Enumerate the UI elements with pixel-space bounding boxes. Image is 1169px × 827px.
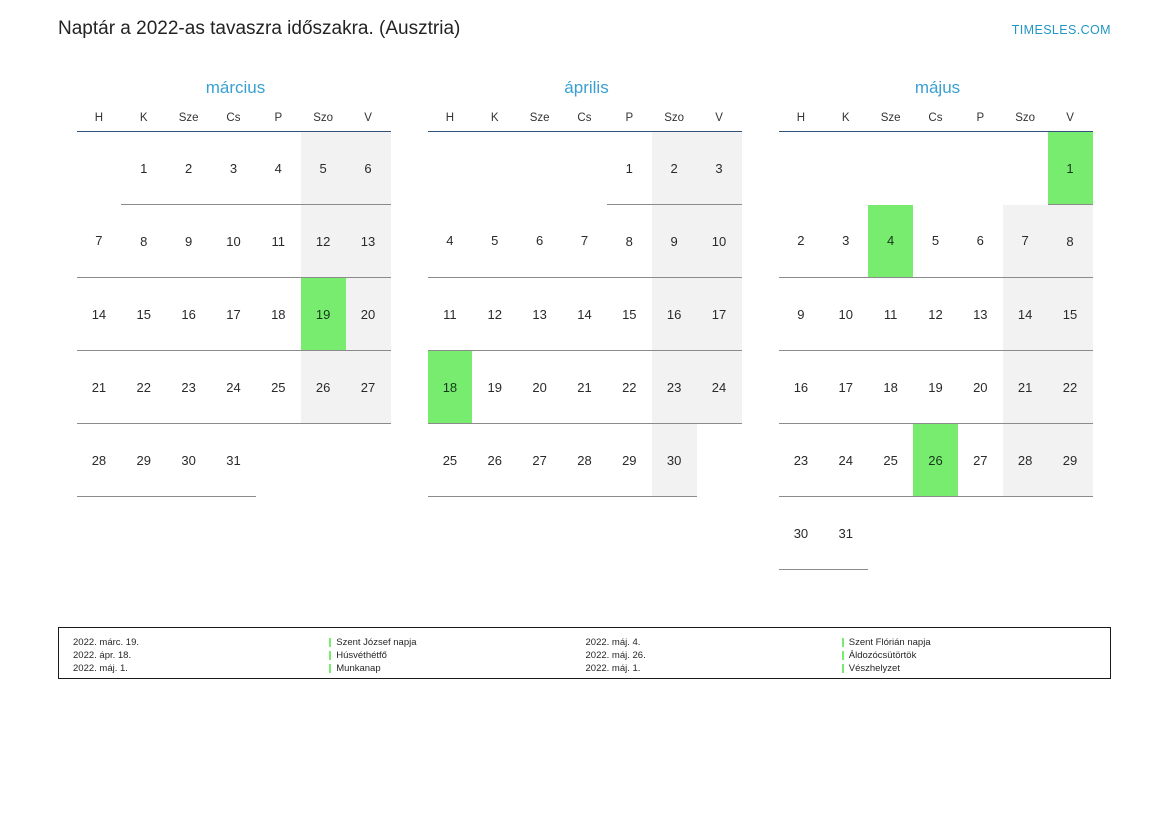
- day-number: 29: [622, 452, 637, 468]
- day-number: 7: [95, 233, 103, 249]
- weekday-header: P: [958, 112, 1003, 132]
- legend-row: [842, 636, 1098, 649]
- holiday-color-swatch-icon: [329, 638, 331, 647]
- day-number: 26: [487, 452, 502, 468]
- weekday-header: Sze: [868, 112, 913, 132]
- empty-day-cell: [697, 424, 742, 497]
- calendar-months: [58, 78, 1111, 570]
- day-cell[interactable]: [958, 424, 1003, 497]
- day-number: 17: [711, 306, 727, 322]
- day-cell[interactable]: [428, 278, 473, 351]
- day-number: 23: [666, 379, 682, 395]
- weekday-header: H: [428, 112, 473, 132]
- day-number: 2: [184, 160, 193, 176]
- day-cell[interactable]: [121, 424, 166, 497]
- day-cell[interactable]: [1003, 351, 1048, 424]
- weekday-header: V: [346, 112, 391, 132]
- day-number: 24: [226, 379, 241, 395]
- day-number: 16: [181, 306, 196, 322]
- day-number: 1: [1066, 160, 1074, 176]
- legend-row: [329, 636, 585, 649]
- day-cell[interactable]: [211, 424, 256, 497]
- day-cell[interactable]: [166, 351, 211, 424]
- day-number: 5: [931, 233, 940, 249]
- week-row: [77, 351, 391, 424]
- day-number: 18: [271, 306, 286, 322]
- day-cell[interactable]: [652, 132, 697, 205]
- week-row: [77, 278, 391, 351]
- day-cell[interactable]: [868, 278, 913, 351]
- day-cell[interactable]: [256, 278, 301, 351]
- day-cell[interactable]: [913, 278, 958, 351]
- empty-day-cell: [958, 132, 1003, 205]
- day-cell[interactable]: [346, 278, 391, 351]
- weekday-header: Szo: [652, 112, 697, 132]
- day-number: 15: [136, 306, 151, 322]
- month-table: [428, 112, 742, 497]
- day-number: 10: [711, 233, 727, 249]
- legend-date: 2022. máj. 1.: [585, 663, 641, 674]
- day-cell[interactable]: [1003, 205, 1048, 278]
- day-cell[interactable]: [472, 205, 517, 278]
- day-cell[interactable]: [517, 424, 562, 497]
- day-cell[interactable]: [211, 132, 256, 205]
- empty-day-cell: [779, 132, 824, 205]
- day-number: 5: [319, 160, 327, 176]
- day-number: 21: [91, 379, 107, 395]
- week-row: [428, 205, 742, 278]
- day-number: 18: [883, 379, 898, 395]
- legend-row: [586, 662, 834, 675]
- day-cell[interactable]: [517, 205, 562, 278]
- day-number: 31: [838, 525, 853, 541]
- day-cell[interactable]: [868, 424, 913, 497]
- day-cell[interactable]: [868, 351, 913, 424]
- weekday-header: Cs: [913, 112, 958, 132]
- day-number: 8: [140, 233, 148, 249]
- legend-row: [586, 636, 834, 649]
- day-cell[interactable]: [697, 351, 742, 424]
- day-number: 13: [360, 233, 376, 249]
- day-cell[interactable]: [607, 278, 652, 351]
- day-cell[interactable]: [256, 132, 301, 205]
- day-number: 29: [136, 452, 151, 468]
- month-block: [409, 78, 760, 570]
- day-number: 10: [226, 233, 241, 249]
- page-header: [0, 18, 1169, 52]
- weekday-header: Sze: [166, 112, 211, 132]
- day-cell[interactable]: [77, 424, 122, 497]
- day-number: 11: [443, 306, 457, 322]
- day-number: 12: [487, 306, 502, 322]
- day-cell[interactable]: [652, 278, 697, 351]
- legend-row: [842, 649, 1098, 662]
- week-row: [779, 497, 1093, 570]
- day-number: 25: [883, 452, 898, 468]
- day-cell[interactable]: [121, 278, 166, 351]
- day-number: 27: [532, 452, 547, 468]
- day-cell[interactable]: [779, 424, 824, 497]
- weekday-header: H: [77, 112, 122, 132]
- day-cell[interactable]: [346, 132, 391, 205]
- day-number: 11: [271, 233, 286, 249]
- legend-date: 2022. máj. 4.: [585, 637, 641, 648]
- day-number: 28: [91, 452, 107, 468]
- day-cell[interactable]: [472, 424, 517, 497]
- legend-date: 2022. ápr. 18.: [73, 650, 132, 661]
- weekday-header: K: [472, 112, 517, 132]
- legend-column-names-2: [842, 636, 1098, 675]
- empty-day-cell: [301, 424, 346, 497]
- legend-row: [73, 662, 321, 675]
- legend-row: [73, 649, 321, 662]
- legend-row: [329, 649, 585, 662]
- week-row: [428, 132, 742, 205]
- week-row: [779, 278, 1093, 351]
- day-number: 19: [315, 306, 331, 322]
- legend-date: 2022. máj. 26.: [585, 650, 646, 661]
- day-cell[interactable]: [77, 278, 122, 351]
- holiday-color-swatch-icon: [842, 664, 844, 673]
- day-cell[interactable]: [346, 351, 391, 424]
- day-number: 26: [928, 452, 943, 468]
- day-cell[interactable]: [1048, 278, 1093, 351]
- day-cell[interactable]: [607, 132, 652, 205]
- holiday-color-swatch-icon: [842, 638, 844, 647]
- day-number: 9: [184, 233, 193, 249]
- day-number: 1: [140, 160, 148, 176]
- day-number: 29: [1062, 452, 1078, 468]
- empty-day-cell: [1003, 132, 1048, 205]
- month-table: [77, 112, 391, 497]
- day-cell[interactable]: [562, 205, 607, 278]
- day-cell[interactable]: [779, 205, 824, 278]
- day-cell[interactable]: [256, 205, 301, 278]
- day-number: 25: [271, 379, 286, 395]
- holiday-color-swatch-icon: [329, 664, 331, 673]
- day-number: 4: [274, 160, 282, 176]
- weekday-header: K: [121, 112, 166, 132]
- weekday-header: P: [607, 112, 652, 132]
- empty-day-cell: [913, 132, 958, 205]
- day-cell[interactable]: [823, 351, 868, 424]
- day-number: 4: [886, 233, 895, 249]
- day-cell[interactable]: [211, 351, 256, 424]
- day-number: 30: [793, 525, 809, 541]
- weekday-header: P: [256, 112, 301, 132]
- day-number: 9: [670, 233, 678, 249]
- month-name: május: [914, 78, 961, 97]
- month-block: [760, 78, 1111, 570]
- empty-day-cell: [562, 132, 607, 205]
- legend-holiday-name: Húsvéthétfő: [336, 650, 387, 661]
- week-row: [428, 278, 742, 351]
- month-table: [779, 112, 1093, 570]
- day-cell[interactable]: [913, 351, 958, 424]
- holiday-day-cell[interactable]: [428, 351, 473, 424]
- legend-row: [329, 662, 585, 675]
- empty-day-cell: [517, 132, 562, 205]
- day-cell[interactable]: [607, 205, 652, 278]
- holiday-day-cell[interactable]: [868, 205, 913, 278]
- day-cell[interactable]: [823, 497, 868, 570]
- month-block: [58, 78, 409, 570]
- day-number: 6: [535, 233, 544, 249]
- weekday-header: Sze: [517, 112, 562, 132]
- week-row: [779, 132, 1093, 205]
- weekday-header: Cs: [562, 112, 607, 132]
- day-number: 4: [446, 233, 454, 249]
- empty-day-cell: [958, 497, 1003, 570]
- weekday-header: Szo: [1003, 112, 1048, 132]
- day-number: 15: [622, 306, 637, 322]
- legend-row: [842, 662, 1098, 675]
- day-number: 13: [973, 306, 988, 322]
- day-number: 22: [1062, 379, 1078, 395]
- legend-holiday-name: Vészhelyzet: [848, 663, 900, 674]
- day-cell[interactable]: [1003, 424, 1048, 497]
- day-cell[interactable]: [1048, 351, 1093, 424]
- legend-column-names-1: [329, 636, 585, 675]
- day-number: 6: [364, 160, 372, 176]
- empty-day-cell: [868, 497, 913, 570]
- day-cell[interactable]: [958, 278, 1003, 351]
- day-cell[interactable]: [779, 278, 824, 351]
- holiday-day-cell[interactable]: [301, 278, 346, 351]
- empty-day-cell: [868, 132, 913, 205]
- day-number: 28: [577, 452, 592, 468]
- legend-column-dates-1: [73, 636, 329, 675]
- day-cell[interactable]: [652, 424, 697, 497]
- legend-holiday-name: Munkanap: [336, 663, 381, 674]
- day-cell[interactable]: [958, 351, 1003, 424]
- day-cell[interactable]: [77, 205, 122, 278]
- empty-day-cell: [1048, 497, 1093, 570]
- day-number: 19: [487, 379, 502, 395]
- day-number: 14: [577, 306, 592, 322]
- day-number: 12: [928, 306, 943, 322]
- day-cell[interactable]: [517, 278, 562, 351]
- empty-day-cell: [1003, 497, 1048, 570]
- day-cell[interactable]: [779, 497, 824, 570]
- empty-day-cell: [77, 132, 122, 205]
- day-number: 6: [976, 233, 984, 249]
- empty-day-cell: [913, 497, 958, 570]
- week-row: [779, 205, 1093, 278]
- day-cell[interactable]: [1048, 424, 1093, 497]
- day-cell[interactable]: [823, 205, 868, 278]
- week-row: [77, 205, 391, 278]
- day-cell[interactable]: [913, 205, 958, 278]
- week-row: [428, 351, 742, 424]
- day-number: 22: [136, 379, 151, 395]
- day-cell[interactable]: [1048, 205, 1093, 278]
- day-number: 11: [883, 306, 898, 322]
- empty-day-cell: [256, 424, 301, 497]
- day-number: 20: [973, 379, 988, 395]
- day-number: 9: [797, 306, 805, 322]
- day-number: 14: [1017, 306, 1033, 322]
- day-cell[interactable]: [823, 424, 868, 497]
- day-number: 27: [360, 379, 376, 395]
- day-cell[interactable]: [607, 351, 652, 424]
- day-number: 24: [711, 379, 727, 395]
- weekday-header: Szo: [301, 112, 346, 132]
- holiday-day-cell[interactable]: [1048, 132, 1093, 205]
- day-cell[interactable]: [428, 205, 473, 278]
- day-cell[interactable]: [652, 205, 697, 278]
- day-number: 13: [532, 306, 547, 322]
- day-number: 30: [181, 452, 196, 468]
- day-number: 1: [625, 160, 633, 176]
- day-number: 8: [1066, 233, 1074, 249]
- day-number: 31: [226, 452, 241, 468]
- legend-columns: [73, 636, 1098, 675]
- week-row: [77, 132, 391, 205]
- day-number: 22: [622, 379, 637, 395]
- empty-day-cell: [823, 132, 868, 205]
- legend-box: [58, 627, 1111, 679]
- day-cell[interactable]: [697, 278, 742, 351]
- day-cell[interactable]: [121, 351, 166, 424]
- day-cell[interactable]: [77, 351, 122, 424]
- day-number: 30: [666, 452, 682, 468]
- day-number: 12: [315, 233, 331, 249]
- week-row: [779, 424, 1093, 497]
- day-number: 2: [797, 233, 805, 249]
- day-number: 8: [625, 233, 633, 249]
- day-number: 20: [360, 306, 376, 322]
- day-number: 21: [577, 379, 592, 395]
- day-cell[interactable]: [301, 132, 346, 205]
- week-row: [428, 424, 742, 497]
- legend-date: 2022. márc. 19.: [73, 637, 140, 648]
- empty-day-cell: [346, 424, 391, 497]
- empty-day-cell: [428, 132, 473, 205]
- week-row: [779, 351, 1093, 424]
- month-name: március: [205, 78, 266, 97]
- day-cell[interactable]: [121, 132, 166, 205]
- day-cell[interactable]: [779, 351, 824, 424]
- day-cell[interactable]: [166, 278, 211, 351]
- day-number: 20: [532, 379, 547, 395]
- day-cell[interactable]: [562, 351, 607, 424]
- day-number: 19: [928, 379, 943, 395]
- day-cell[interactable]: [211, 205, 256, 278]
- day-number: 3: [715, 160, 723, 176]
- day-cell[interactable]: [1003, 278, 1048, 351]
- day-number: 24: [838, 452, 853, 468]
- legend-holiday-name: Szent Flórián napja: [848, 637, 931, 648]
- day-number: 25: [442, 452, 458, 468]
- holiday-color-swatch-icon: [842, 651, 844, 660]
- empty-day-cell: [472, 132, 517, 205]
- day-cell[interactable]: [301, 205, 346, 278]
- brand-link[interactable]: TIMESLES.COM: [1011, 23, 1111, 37]
- week-row: [77, 424, 391, 497]
- day-cell[interactable]: [472, 278, 517, 351]
- day-number: 5: [491, 233, 499, 249]
- day-number: 17: [226, 306, 241, 322]
- day-cell[interactable]: [166, 132, 211, 205]
- day-cell[interactable]: [823, 278, 868, 351]
- day-number: 26: [315, 379, 331, 395]
- day-cell[interactable]: [346, 205, 391, 278]
- day-number: 23: [793, 452, 809, 468]
- day-cell[interactable]: [697, 132, 742, 205]
- day-cell[interactable]: [472, 351, 517, 424]
- legend-row: [586, 649, 834, 662]
- day-cell[interactable]: [607, 424, 652, 497]
- day-number: 21: [1017, 379, 1033, 395]
- day-cell[interactable]: [166, 424, 211, 497]
- holiday-color-swatch-icon: [329, 651, 331, 660]
- day-cell[interactable]: [562, 424, 607, 497]
- day-number: 2: [670, 160, 678, 176]
- day-cell[interactable]: [428, 424, 473, 497]
- day-number: 3: [842, 233, 850, 249]
- day-cell[interactable]: [301, 351, 346, 424]
- weekday-header: Cs: [211, 112, 256, 132]
- weekday-header: V: [1048, 112, 1093, 132]
- day-number: 16: [793, 379, 809, 395]
- day-number: 23: [181, 379, 196, 395]
- weekday-header: H: [779, 112, 824, 132]
- day-number: 14: [91, 306, 107, 322]
- day-cell[interactable]: [697, 205, 742, 278]
- day-cell[interactable]: [256, 351, 301, 424]
- legend-column-dates-2: [586, 636, 842, 675]
- legend-row: [73, 636, 321, 649]
- day-number: 7: [1021, 233, 1029, 249]
- day-cell[interactable]: [562, 278, 607, 351]
- day-number: 7: [580, 233, 589, 249]
- weekday-header: K: [823, 112, 868, 132]
- day-number: 10: [838, 306, 853, 322]
- day-number: 16: [666, 306, 682, 322]
- day-number: 17: [838, 379, 853, 395]
- day-number: 27: [973, 452, 988, 468]
- legend-holiday-name: Áldozócsütörtök: [848, 650, 917, 661]
- day-number: 15: [1062, 306, 1078, 322]
- day-number: 18: [442, 379, 458, 395]
- legend-date: 2022. máj. 1.: [73, 663, 128, 674]
- day-cell[interactable]: [517, 351, 562, 424]
- day-cell[interactable]: [121, 205, 166, 278]
- day-cell[interactable]: [166, 205, 211, 278]
- day-cell[interactable]: [958, 205, 1003, 278]
- weekday-header: V: [697, 112, 742, 132]
- day-number: 3: [229, 160, 238, 176]
- day-number: 28: [1017, 452, 1033, 468]
- month-name: április: [564, 78, 609, 97]
- page-title: Naptár a 2022-as tavaszra időszakra. (Ausztria): [58, 18, 461, 39]
- day-cell[interactable]: [211, 278, 256, 351]
- holiday-day-cell[interactable]: [913, 424, 958, 497]
- day-cell[interactable]: [652, 351, 697, 424]
- legend-holiday-name: Szent József napja: [336, 637, 417, 648]
